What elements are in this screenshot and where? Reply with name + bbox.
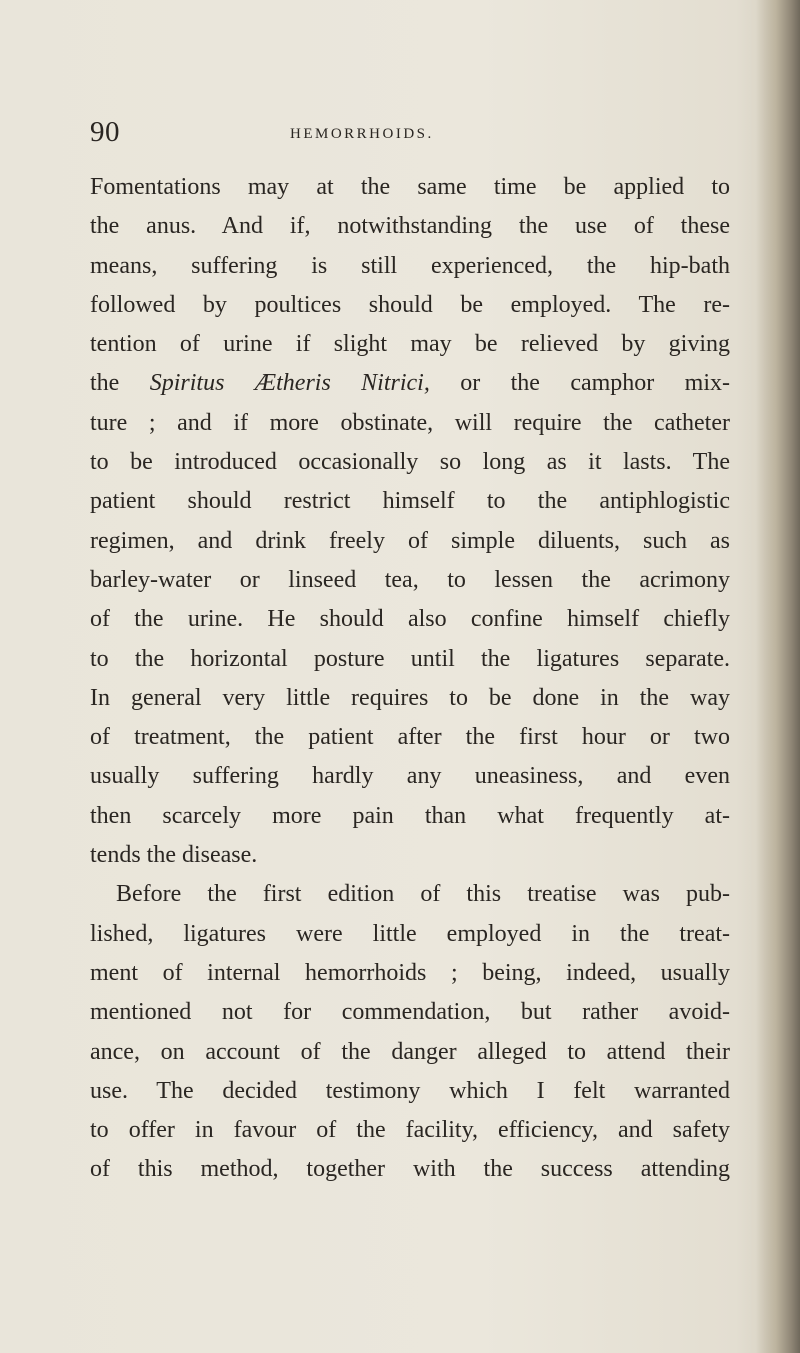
text-line: of the urine. He should also confine himself chiefly	[90, 606, 730, 633]
page-header	[90, 112, 710, 152]
text-line: ture ; and if more obstinate, will require the catheter	[90, 409, 730, 436]
text-line: Before the first edition of this treatise was pub-	[116, 881, 730, 908]
text-line: usually suffering hardly any uneasiness, and even	[90, 763, 730, 790]
text-line: tends the disease.	[90, 842, 258, 869]
text-line: use. The decided testimony which I felt warranted	[90, 1077, 730, 1104]
running-head: HEMORRHOIDS.	[290, 126, 434, 142]
text-line: regimen, and drink freely of simple diluents, such as	[90, 527, 730, 554]
text-line: followed by poultices should be employed. The re-	[90, 291, 730, 318]
text-line	[90, 364, 730, 403]
text-line: the anus. And if, notwithstanding the use of these	[90, 213, 730, 240]
text-line: lished, ligatures were little employed in the treat-	[90, 920, 730, 947]
text-line: Fomentations may at the same time be applied to	[90, 174, 730, 200]
text-segment: the	[90, 370, 150, 397]
text-segment: or the camphor mix-	[429, 370, 731, 397]
italic-latin-term: Spiritus Ætheris Nitrici,	[149, 370, 430, 397]
page-number: 90	[90, 116, 120, 148]
text-line: to be introduced occasionally so long as it lasts. The	[90, 449, 730, 476]
text-line: In general very little requires to be done in the way	[90, 684, 730, 711]
text-line: ment of internal hemorrhoids ; being, indeed, usually	[90, 959, 730, 986]
text-line: of treatment, the patient after the first hour or two	[90, 724, 730, 751]
text-line: then scarcely more pain than what frequently at-	[90, 802, 730, 829]
text-line: patient should restrict himself to the antiphlogistic	[90, 488, 730, 515]
text-line: ance, on account of the danger alleged to attend their	[90, 1038, 730, 1065]
text-line: to the horizontal posture until the ligatures separate.	[90, 645, 730, 672]
text-line: of this method, together with the success attending	[90, 1156, 730, 1183]
text-line: barley-water or linseed tea, to lessen the acrimony	[90, 566, 730, 593]
text-line: tention of urine if slight may be relieved by giving	[90, 331, 730, 358]
body-text	[90, 168, 730, 1190]
text-line: mentioned not for commendation, but rather avoid-	[90, 999, 730, 1026]
text-line: means, suffering is still experienced, the hip-bath	[90, 252, 730, 279]
page-edge-shadow	[756, 0, 800, 1353]
text-line: to offer in favour of the facility, efficiency, and safety	[90, 1117, 730, 1144]
